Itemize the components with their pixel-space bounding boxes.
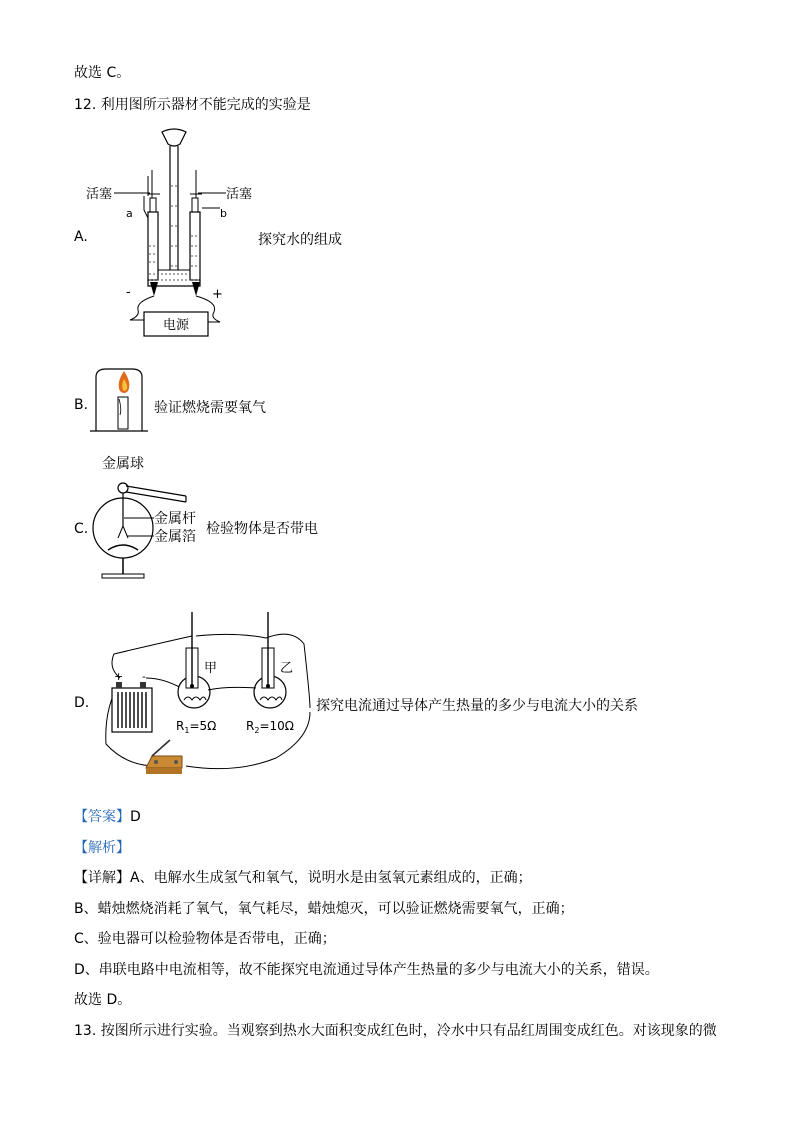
tube-a-label: a	[126, 207, 133, 220]
electrolysis-apparatus-figure	[86, 126, 286, 340]
flask-jia-label: 甲	[204, 661, 218, 676]
answer-tag: 【答案】	[74, 809, 130, 825]
battery-plus-label: +	[114, 670, 124, 683]
battery-minus-label: -	[142, 670, 146, 683]
candle-jar-figure	[86, 365, 152, 433]
positive-electrode-label: +	[212, 287, 223, 302]
option-d-letter: D.	[74, 695, 90, 711]
metal-ball-label: 金属球	[102, 456, 144, 472]
stopcock-label-left: 活塞	[86, 187, 113, 202]
joule-heating-circuit-figure	[96, 608, 316, 784]
question-12-stem: 12. 利用图所示器材不能完成的实验是	[74, 97, 311, 113]
negative-electrode-label: -	[126, 285, 131, 300]
option-d-text: 探究电流通过导体产生热量的多少与电流大小的关系	[316, 698, 638, 714]
detail-d-line: D、串联电路中电流相等，故不能探究电流通过导体产生热量的多少与电流大小的关系，错误。	[74, 962, 659, 978]
power-source-label: 电源	[162, 318, 190, 333]
detail-c-line: C、验电器可以检验物体是否带电，正确；	[74, 931, 336, 947]
electroscope-figure	[94, 456, 214, 584]
tube-b-label: b	[220, 207, 227, 220]
detail-a-line	[74, 869, 532, 887]
option-c-text: 检验物体是否带电	[206, 521, 318, 537]
detail-b-line: B、蜡烛燃烧消耗了氧气，氧气耗尽，蜡烛熄灭，可以验证燃烧需要氧气，正确；	[74, 901, 574, 917]
metal-rod-label: 金属杆	[154, 511, 196, 527]
option-a-letter: A.	[74, 229, 88, 245]
flask-yi-label: 乙	[280, 661, 294, 676]
previous-conclusion: 故选 C。	[74, 65, 131, 81]
option-b-text: 验证燃烧需要氧气	[154, 400, 266, 416]
stopcock-label-right: 活塞	[226, 187, 253, 202]
detail-a-text: A、电解水生成氢气和氧气，说明水是由氢氧元素组成的，正确；	[130, 870, 532, 886]
resistor-r2-label: $R_2=10\Omega$	[246, 719, 294, 735]
final-conclusion: 故选 D。	[74, 992, 132, 1008]
answer-value: D	[130, 809, 141, 825]
option-a-text: 探究水的组成	[258, 232, 342, 248]
resistor-r1-label: $R_1=5\Omega$	[176, 719, 217, 735]
option-c-letter: C.	[74, 521, 89, 537]
question-13-stem: 13. 按图所示进行实验。当观察到热水大面积变成红色时，冷水中只有品红周围变成红色。对该现象的微	[74, 1023, 717, 1039]
option-b-letter: B.	[74, 397, 89, 413]
analysis-tag: 【解析】	[74, 840, 130, 856]
detail-tag: 【详解】	[74, 870, 130, 886]
metal-foil-label: 金属箔	[154, 529, 196, 545]
answer-line	[74, 808, 141, 826]
